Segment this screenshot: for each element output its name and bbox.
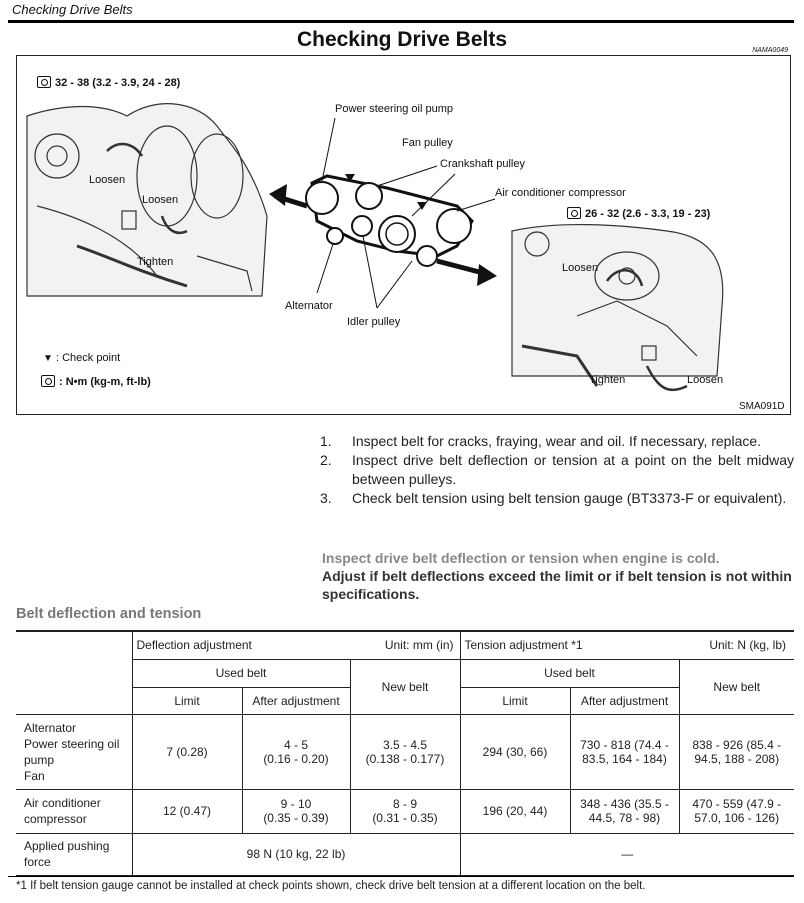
- label-air-conditioner-compressor: Air conditioner compressor: [495, 187, 626, 199]
- loosen-label: Loosen: [687, 374, 724, 386]
- table-row: Air conditioner compressor 12 (0.47) 9 - 10 (0.35 - 0.39) 8 - 9 (0.31 - 0.35) 196 (20, 44) 348 - 436 (35.5 - 44.5, 78 - 98) 470 - 559 (47.9 - 57.0, 106 - 126): [16, 789, 794, 833]
- table-row: Alternator Power steering oil pump Fan 7 (0.28) 4 - 5 (0.16 - 0.20) 3.5 - 4.5 (0.138 - 0.177) 294 (30, 66) 730 - 818 (74.4 - 83.5, 164 - 184) 838 - 926 (85.4 - 94.5, 188 - 208): [16, 714, 794, 789]
- step-item: 3. Check belt tension using belt tension gauge (BT3373-F or equivalent).: [320, 490, 787, 506]
- torque-spec-left: 32 - 38 (3.2 - 3.9, 24 - 28): [37, 76, 180, 89]
- section-subheading: Belt deflection and tension: [16, 606, 202, 622]
- page-title: Checking Drive Belts: [296, 28, 508, 51]
- header-rule: [8, 20, 794, 23]
- tension-header: Tension adjustment *1 Unit: N (kg, lb): [460, 631, 794, 659]
- loosen-label: Loosen: [89, 174, 126, 186]
- step-item: 1. Inspect belt for cracks, fraying, wear and oil. If necessary, replace.: [320, 433, 762, 449]
- drive-belt-figure: [16, 55, 791, 415]
- right-engine-sketch: [512, 225, 723, 390]
- limit-header: Limit: [460, 687, 570, 714]
- legend-check-point: ▼ : Check point: [43, 352, 121, 364]
- label-power-steering-oil-pump: Power steering oil pump: [335, 103, 454, 115]
- new-belt-header: New belt: [679, 659, 794, 714]
- label-alternator: Alternator: [285, 300, 333, 312]
- after-adjustment-header: After adjustment: [570, 687, 679, 714]
- inspection-steps: [320, 432, 794, 508]
- belt-routing: [269, 118, 497, 308]
- label-idler-pulley: Idler pulley: [347, 316, 401, 328]
- footnote: *1 If belt tension gauge cannot be installed at check points shown, check drive belt tension at a different location on the belt.: [16, 880, 646, 892]
- check-point-triangle-icon: ▼: [43, 353, 53, 364]
- note-line: Inspect drive belt deflection or tension when engine is cold.: [322, 550, 720, 566]
- step-item: 2. Inspect drive belt deflection or tension at a point on the belt midway between pulleys.: [320, 452, 794, 487]
- loosen-label: Loosen: [562, 262, 599, 274]
- tighten-label: Tighten: [137, 256, 174, 268]
- running-header: Checking Drive Belts: [12, 2, 133, 17]
- caution-note: [322, 549, 794, 603]
- torque-wrench-icon: [37, 76, 51, 88]
- document-code: NAMA0049: [752, 47, 788, 54]
- footnote-rule: [8, 876, 794, 877]
- used-belt-header: Used belt: [460, 659, 679, 687]
- new-belt-header: New belt: [350, 659, 460, 714]
- after-adjustment-header: After adjustment: [242, 687, 350, 714]
- deflection-header: Deflection adjustment Unit: mm (in): [132, 631, 460, 659]
- table-row: Applied pushing force 98 N (10 kg, 22 lb) —: [16, 833, 794, 875]
- label-fan-pulley: Fan pulley: [402, 137, 453, 149]
- limit-header: Limit: [132, 687, 242, 714]
- torque-spec-right: 26 - 32 (2.6 - 3.3, 19 - 23): [567, 207, 710, 220]
- loosen-label: Loosen: [142, 194, 179, 206]
- note-line: Adjust if belt deflections exceed the limit or if belt tension is not within specifications.: [322, 568, 792, 602]
- label-crankshaft-pulley: Crankshaft pulley: [440, 158, 525, 170]
- legend-torque-unit: : N•m (kg-m, ft-lb): [41, 375, 151, 388]
- used-belt-header: Used belt: [132, 659, 350, 687]
- tighten-label: Tighten: [589, 374, 626, 386]
- torque-wrench-icon: [567, 207, 581, 219]
- belt-spec-table: [16, 630, 794, 876]
- figure-id: SMA091D: [739, 401, 785, 412]
- torque-wrench-icon: [41, 375, 55, 387]
